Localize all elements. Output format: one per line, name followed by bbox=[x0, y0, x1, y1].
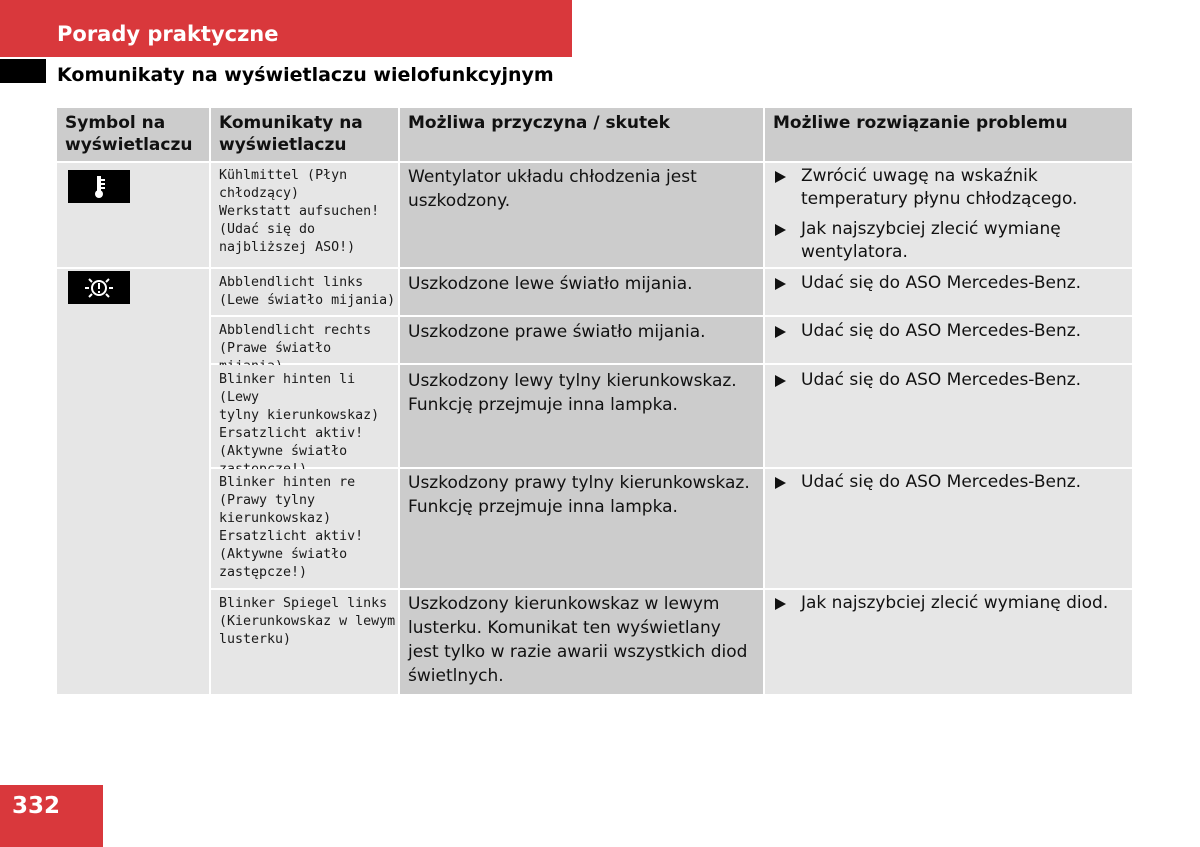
light-bulb-fault-icon bbox=[68, 271, 130, 304]
arrow-right-icon bbox=[775, 375, 786, 387]
solution-list bbox=[765, 165, 1125, 271]
column-header-solution: Możliwe rozwiązanie problemu bbox=[765, 108, 1132, 161]
solution-list bbox=[765, 592, 1125, 622]
display-message: Blinker hinten li (Lewy tylny kierunkowskaz) Ersatzlicht aktiv! (Aktywne światło bbox=[219, 372, 380, 459]
solution-item: Jak najszybciej zlecić wymianę wentylatora. bbox=[765, 218, 1125, 264]
solution-item: Udać się do ASO Mercedes-Benz. bbox=[765, 320, 1125, 343]
solution-item: Zwrócić uwagę na wskaźnik temperatury płynu chłodzącego. bbox=[765, 165, 1125, 211]
arrow-right-icon bbox=[775, 278, 786, 290]
solution-item: Udać się do ASO Mercedes-Benz. bbox=[765, 272, 1125, 295]
solution-list bbox=[765, 369, 1125, 399]
page-title: Komunikaty na wyświetlaczu wielofunkcyjnym bbox=[57, 64, 554, 86]
cause-text: Uszkodzony kierunkowskaz w lewym lusterku. Komunikat ten wyświetlany jest tylko w razie awarii wszystkich diod świetlnych. bbox=[408, 594, 748, 686]
column-header-cause: Możliwa przyczyna / skutek bbox=[400, 108, 763, 161]
cause-text: Wentylator układu chłodzenia jest uszkodzony. bbox=[408, 167, 697, 211]
solution-list bbox=[765, 320, 1125, 350]
symbol-cell bbox=[57, 269, 209, 694]
arrow-right-icon bbox=[775, 224, 786, 236]
display-message: Abblendlicht links (Lewe światło mijania) bbox=[219, 275, 396, 308]
arrow-right-icon bbox=[775, 326, 786, 338]
section-title: Porady praktyczne bbox=[57, 22, 279, 46]
solution-item: Jak najszybciej zlecić wymianę diod. bbox=[765, 592, 1125, 615]
column-header-message: Komunikaty na wyświetlaczu bbox=[211, 108, 398, 161]
page-number-box bbox=[0, 785, 103, 847]
display-message: Blinker hinten re (Prawy tylny kierunkowskaz) Ersatzlicht aktiv! (Aktywne światło zastępcze!) bbox=[219, 475, 364, 580]
cause-text: Uszkodzone prawe światło mijania. bbox=[408, 322, 706, 342]
solution-list bbox=[765, 272, 1125, 302]
column-header-symbol: Symbol na wyświetlaczu bbox=[57, 108, 209, 161]
coolant-temperature-icon bbox=[68, 170, 130, 203]
solution-item: Udać się do ASO Mercedes-Benz. bbox=[765, 369, 1125, 392]
display-message: Kühlmittel (Płyn chłodzący) Werkstatt aufsuchen! (Udać się do najbliższej ASO!) bbox=[219, 168, 380, 255]
display-message: Blinker Spiegel links (Kierunkowskaz w lewym lusterku) bbox=[219, 596, 396, 647]
display-message: Abblendlicht rechts (Prawe światło bbox=[219, 323, 372, 356]
cause-text: Uszkodzony prawy tylny kierunkowskaz. Funkcję przejmuje inna lampka. bbox=[408, 473, 750, 517]
solution-item: Udać się do ASO Mercedes-Benz. bbox=[765, 471, 1125, 494]
cause-text: Uszkodzone lewe światło mijania. bbox=[408, 274, 693, 294]
page-number: 332 bbox=[12, 793, 61, 819]
section-banner bbox=[0, 0, 572, 57]
cause-text: Uszkodzony lewy tylny kierunkowskaz. Funkcję przejmuje inna lampka. bbox=[408, 371, 737, 415]
arrow-right-icon bbox=[775, 477, 786, 489]
arrow-right-icon bbox=[775, 598, 786, 610]
heading-marker bbox=[0, 59, 46, 83]
arrow-right-icon bbox=[775, 171, 786, 183]
solution-list bbox=[765, 471, 1125, 501]
